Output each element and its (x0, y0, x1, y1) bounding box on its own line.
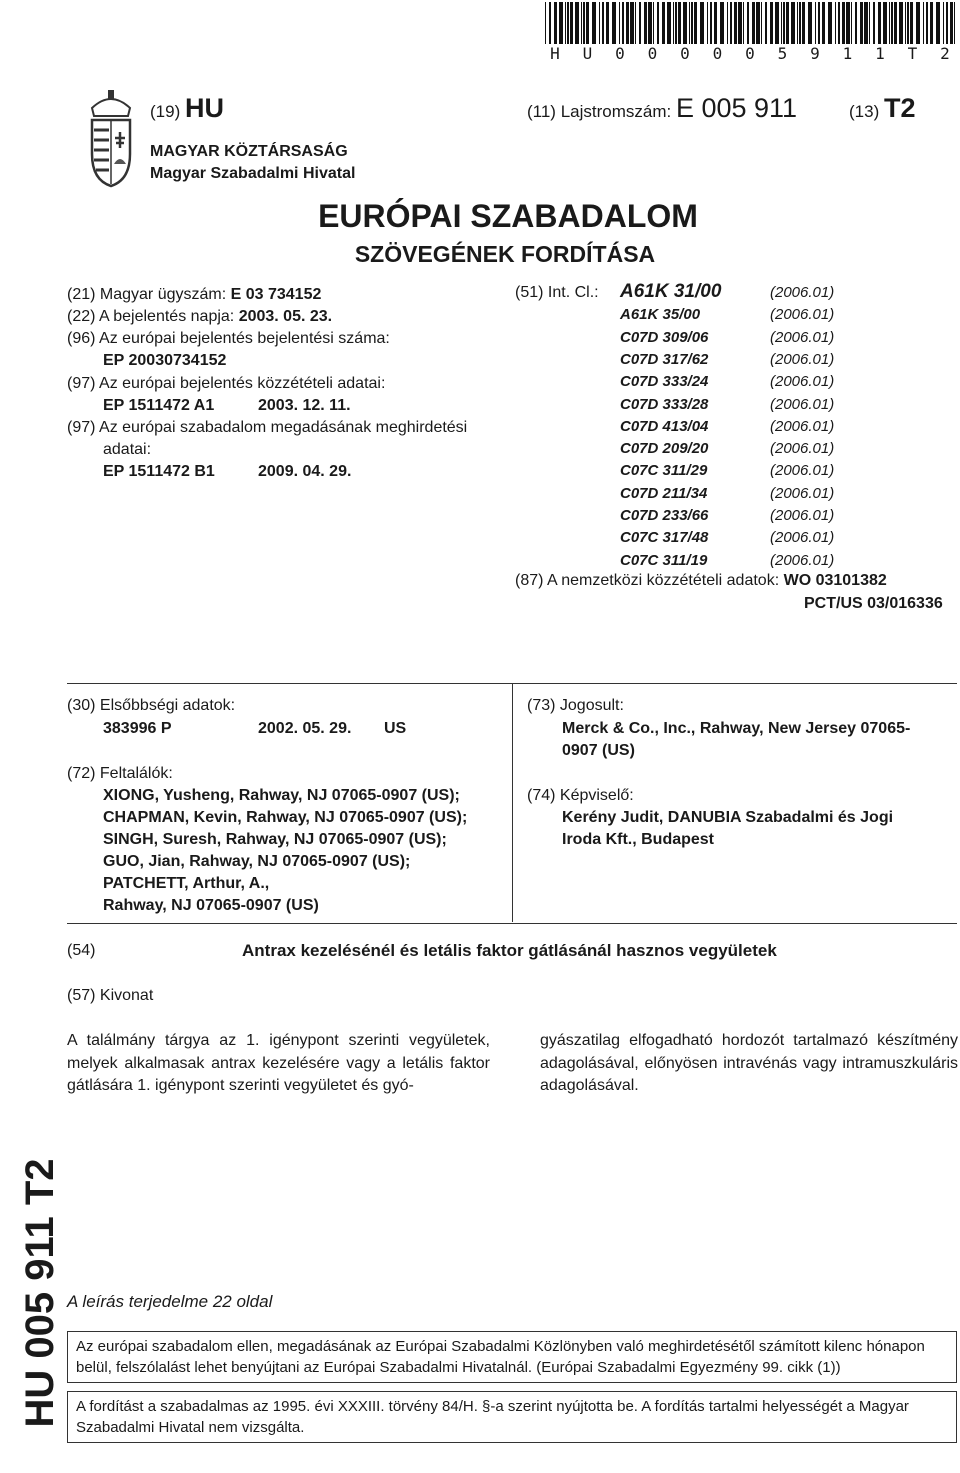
r87-pct-number: PCT/US 03/016336 (804, 595, 943, 612)
priority-label: (30) Elsőbbségi adatok: (67, 697, 236, 714)
priority-date: 2002. 05. 29. (258, 720, 352, 737)
barcode-bar (752, 2, 755, 44)
barcode-bar (838, 2, 840, 44)
barcode-bar (775, 2, 779, 44)
barcode-bar (761, 2, 762, 44)
barcode-char: 0 (615, 44, 625, 63)
barcode-bar (770, 2, 773, 44)
barcode-bar (738, 2, 742, 44)
holder-address: , Rahway, New Jersey 07065- (690, 720, 911, 737)
coat-of-arms-icon (78, 88, 144, 188)
abstract-label: (57) Kivonat (67, 987, 154, 1004)
barcode-char: T (907, 44, 918, 63)
barcode-bar (619, 2, 620, 44)
barcode-bar (545, 2, 546, 44)
inventor-line: XIONG, Yusheng, Rahway, NJ 07065-0907 (US); (103, 787, 460, 804)
barcode-bar (781, 2, 782, 44)
inid-19: (19) (150, 102, 181, 121)
ipc-version: (2006.01) (770, 350, 835, 368)
priority-number: 383996 P (103, 720, 172, 737)
barcode-bar (720, 2, 724, 44)
barcode-bar (851, 2, 852, 44)
r97b-label-2: adatai: (103, 441, 152, 458)
barcode-bar (889, 2, 890, 44)
barcode-bar (570, 2, 573, 44)
barcode-bar (727, 2, 728, 44)
r97b-date: 2009. 04. 29. (258, 463, 352, 480)
country-code-field (150, 93, 224, 124)
barcode-bar (662, 2, 665, 44)
barcode-bar (943, 2, 944, 44)
barcode-bar (907, 2, 909, 44)
barcode-bar (630, 2, 634, 44)
ipc-code: C07C 317/48 (620, 529, 709, 547)
inventor-line: GUO, Jian, Rahway, NJ 07065-0907 (US); (103, 853, 411, 870)
holder-line-1 (562, 718, 910, 740)
ipc-code: A61K 35/00 (620, 306, 701, 324)
barcode-bar (910, 2, 913, 44)
barcode-bar (622, 2, 624, 44)
barcode-bar (846, 2, 850, 44)
ipc-version: (2006.01) (770, 507, 835, 524)
barcode-bar (694, 2, 697, 44)
ipc-code: C07C 311/19 (620, 551, 708, 569)
barcode-bar (730, 2, 732, 44)
opposition-notice: Az európai szabadalom ellen, megadásának az Európai Szabadalmi Közlönyben való meghirdetésétől számított kilenc hónapon belül, felszólalást lehet benyújtani az Európai Szabadalmi Hivatalnál. (Európai Szabadalmi Egyezmény 99. cikk (1)) (67, 1331, 957, 1383)
ipc-version: (2006.01) (770, 417, 835, 435)
ipc-version: (2006.01) (770, 440, 835, 458)
barcode-bar (559, 2, 563, 44)
barcode-bar (683, 2, 687, 44)
barcode-bar (873, 2, 875, 44)
barcode-char: 0 (745, 44, 755, 63)
barcode-bar (626, 2, 629, 44)
ipc-code: C07D 317/62 (620, 350, 709, 368)
ipc-version: (2006.01) (770, 373, 835, 391)
barcode-bar (954, 2, 955, 44)
office-line-2: Magyar Szabadalmi Hivatal (150, 165, 356, 182)
barcode-bar (926, 2, 928, 44)
representative-line-1: Kerény Judit, DANUBIA Szabadalmi és Jogi (562, 809, 894, 826)
barcode-bar (675, 2, 677, 44)
barcode-bar (653, 2, 654, 44)
barcode-bar (818, 2, 820, 44)
representative-firm: Iroda Kft. (562, 831, 633, 848)
barcode-bar (549, 2, 551, 44)
barcode-char: 0 (647, 44, 658, 63)
barcode-bar (855, 2, 857, 44)
barcode-bar (799, 2, 801, 44)
barcode-bar (923, 2, 924, 44)
barcode-bar (734, 2, 737, 44)
barcode-bar (899, 2, 903, 44)
r96-value: EP 20030734152 (103, 352, 227, 369)
barcode-bar (864, 2, 868, 44)
barcode-bar (822, 2, 825, 44)
barcode-bar (657, 2, 659, 44)
ipc-code: C07D 211/34 (620, 484, 708, 502)
barcode-bar (707, 2, 708, 44)
barcode-bar (860, 2, 863, 44)
barcode-bar (565, 2, 566, 44)
barcode-bar (689, 2, 690, 44)
barcode-bar (648, 2, 652, 44)
barcode-bar (592, 2, 596, 44)
representative-line-2 (562, 829, 714, 851)
inventor-line: SINGH, Suresh, Rahway, NJ 07065-0907 (US); (103, 831, 447, 848)
barcode-bar (797, 2, 798, 44)
barcode-bar (667, 2, 671, 44)
barcode-char: 1 (875, 44, 885, 63)
office-name (150, 141, 355, 185)
inid-13: (13) (849, 102, 880, 121)
ipc-code: C07C 311/29 (620, 462, 708, 480)
barcode-bar (575, 2, 579, 44)
barcode-bar (691, 2, 693, 44)
barcode-bar (747, 2, 749, 44)
ipc-code: C07D 333/24 (620, 373, 709, 391)
barcode-bar (936, 2, 940, 44)
abstract-column-2: gyászatilag elfogadható hordozót tartalmazó készítmény adagolásával, előnyösen intravénás vagy intramuszkuláris adagolásával. (540, 1032, 958, 1094)
barcode-char: U (582, 44, 593, 63)
barcode-text (545, 44, 955, 64)
registration-number-field (527, 93, 797, 124)
ipc-version: (2006.01) (770, 529, 835, 547)
barcode-bar (635, 2, 636, 44)
barcode-bar (673, 2, 674, 44)
barcode-bar (599, 2, 600, 44)
barcode-bar (916, 2, 920, 44)
barcode-bar (756, 2, 760, 44)
barcode-char: 0 (680, 44, 690, 63)
r97a-label: (97) Az európai bejelentés közzétételi adatai: (67, 375, 386, 392)
barcode-bar (869, 2, 870, 44)
r21-value: E 03 734152 (230, 286, 322, 303)
invention-title: Antrax kezelésénél és letális faktor gátlásánál hasznos vegyületek (242, 941, 777, 960)
barcode-bar (765, 2, 767, 44)
ipc-version: (2006.01) (770, 306, 835, 324)
barcode-bar (828, 2, 832, 44)
barcode-char: 1 (842, 44, 853, 63)
barcode-bar (586, 2, 589, 44)
barcode-bar (878, 2, 881, 44)
barcode (545, 2, 955, 44)
parties-divider (512, 683, 513, 922)
barcode-char: 5 (777, 44, 788, 63)
barcode-bar (581, 2, 582, 44)
ipc-version: (2006.01) (770, 551, 835, 569)
ipc-version: (2006.01) (770, 484, 835, 502)
translation-notice: A fordítást a szabadalmas az 1995. évi XXXIII. törvény 84/H. §-a szerint nyújtotta be. A fordítás tartalmi helyességét a Magyar Szabadalmi Hivatal nem vizsgálta. (67, 1391, 957, 1443)
barcode-bar (612, 2, 616, 44)
barcode-bar (602, 2, 604, 44)
r87-wo-number: WO 03101382 (783, 572, 887, 589)
kind-code: T2 (883, 93, 916, 123)
inventor-line: CHAPMAN, Kevin, Rahway, NJ 07065-0907 (US); (103, 809, 468, 826)
ipc-code: C07D 413/04 (620, 417, 709, 435)
barcode-bar (930, 2, 933, 44)
barcode-bar (743, 2, 744, 44)
pages-note: A leírás terjedelme 22 oldal (67, 1292, 273, 1311)
barcode-char: 2 (940, 44, 950, 63)
international-publication-row (515, 572, 887, 590)
barcode-bar (883, 2, 887, 44)
ipc-version: (2006.01) (770, 284, 835, 301)
barcode-bar (891, 2, 893, 44)
inid-54: (54) (67, 942, 96, 959)
application-number-row (67, 284, 321, 306)
barcode-bar (808, 2, 812, 44)
country-code: HU (184, 93, 224, 123)
barcode-char: H (550, 44, 560, 63)
representative-city: , Budapest (632, 831, 715, 848)
ipc-code: C07D 233/66 (620, 507, 709, 524)
barcode-bar (714, 2, 717, 44)
r96-label: (96) Az európai bejelentés bejelentési száma: (67, 330, 390, 347)
barcode-bar (842, 2, 845, 44)
barcode-bar (786, 2, 789, 44)
inventor-line: Rahway, NJ 07065-0907 (US) (103, 897, 319, 914)
ipc-code: C07D 333/28 (620, 395, 709, 413)
ipc-version: (2006.01) (770, 328, 835, 346)
barcode-bar (678, 2, 681, 44)
r87-label: (87) A nemzetközi közzétételi adatok: (515, 572, 780, 589)
ipc-code: C07D 309/06 (620, 328, 709, 346)
office-line-1: MAGYAR KÖZTÁRSASÁG (150, 143, 348, 160)
inventors-label: (72) Feltalálók: (67, 765, 173, 782)
kind-code-field (849, 93, 915, 124)
r22-label: (22) A bejelentés napja: (67, 308, 235, 325)
ipc-version: (2006.01) (770, 395, 835, 413)
barcode-bar (710, 2, 712, 44)
document-subtitle: SZÖVEGÉNEK FORDÍTÁSA (354, 241, 656, 267)
inventor-line: PATCHETT, Arthur, A., (103, 875, 270, 892)
barcode-char: 0 (712, 44, 723, 63)
barcode-bar (783, 2, 785, 44)
barcode-bar (639, 2, 641, 44)
barcode-bar (644, 2, 647, 44)
barcode-bar (700, 2, 704, 44)
r97a-date: 2003. 12. 11. (258, 397, 351, 414)
document-title: EURÓPAI SZABADALOM (318, 198, 698, 234)
priority-country: US (384, 720, 407, 737)
ipc-label: (51) Int. Cl.: (515, 284, 599, 301)
filing-date-row (67, 306, 332, 328)
barcode-bar (950, 2, 953, 44)
barcode-bar (905, 2, 906, 44)
barcode-bar (815, 2, 816, 44)
barcode-bar (606, 2, 609, 44)
barcode-bar (554, 2, 557, 44)
barcode-bar (583, 2, 585, 44)
holder-label: (73) Jogosult: (527, 697, 624, 714)
r22-value: 2003. 05. 23. (238, 308, 333, 325)
r97b-number: EP 1511472 B1 (103, 463, 215, 480)
barcode-bar (946, 2, 948, 44)
r21-label: (21) Magyar ügyszám: (67, 286, 227, 303)
side-publication-label: HU 005 911 T2 (18, 1158, 62, 1428)
barcode-char: 9 (810, 44, 820, 63)
ipc-version: (2006.01) (770, 462, 835, 480)
abstract-column-1: A találmány tárgya az 1. igénypont szerinti vegyületek, melyek alkalmasak antrax kezelésére vagy a letális faktor gátlására 1. igénypont szerinti vegyületet és gyó- (67, 1032, 490, 1094)
barcode-bar (567, 2, 569, 44)
barcode-bar (894, 2, 897, 44)
barcode-bar (791, 2, 795, 44)
ipc-code: A61K 31/00 (620, 281, 722, 302)
barcode-bar (835, 2, 836, 44)
ipc-code: C07D 209/20 (620, 440, 709, 458)
r97b-label: (97) Az európai szabadalom megadásának meghirdetési (67, 419, 468, 436)
registration-number: E 005 911 (675, 93, 798, 123)
holder-name: Merck & Co., Inc. (562, 720, 691, 737)
r97a-number: EP 1511472 A1 (103, 397, 215, 414)
barcode-bar (802, 2, 805, 44)
representative-label: (74) Képviselő: (527, 787, 634, 804)
holder-line-2: 0907 (US) (562, 742, 635, 759)
registration-label: (11) Lajstromszám: (527, 102, 672, 121)
